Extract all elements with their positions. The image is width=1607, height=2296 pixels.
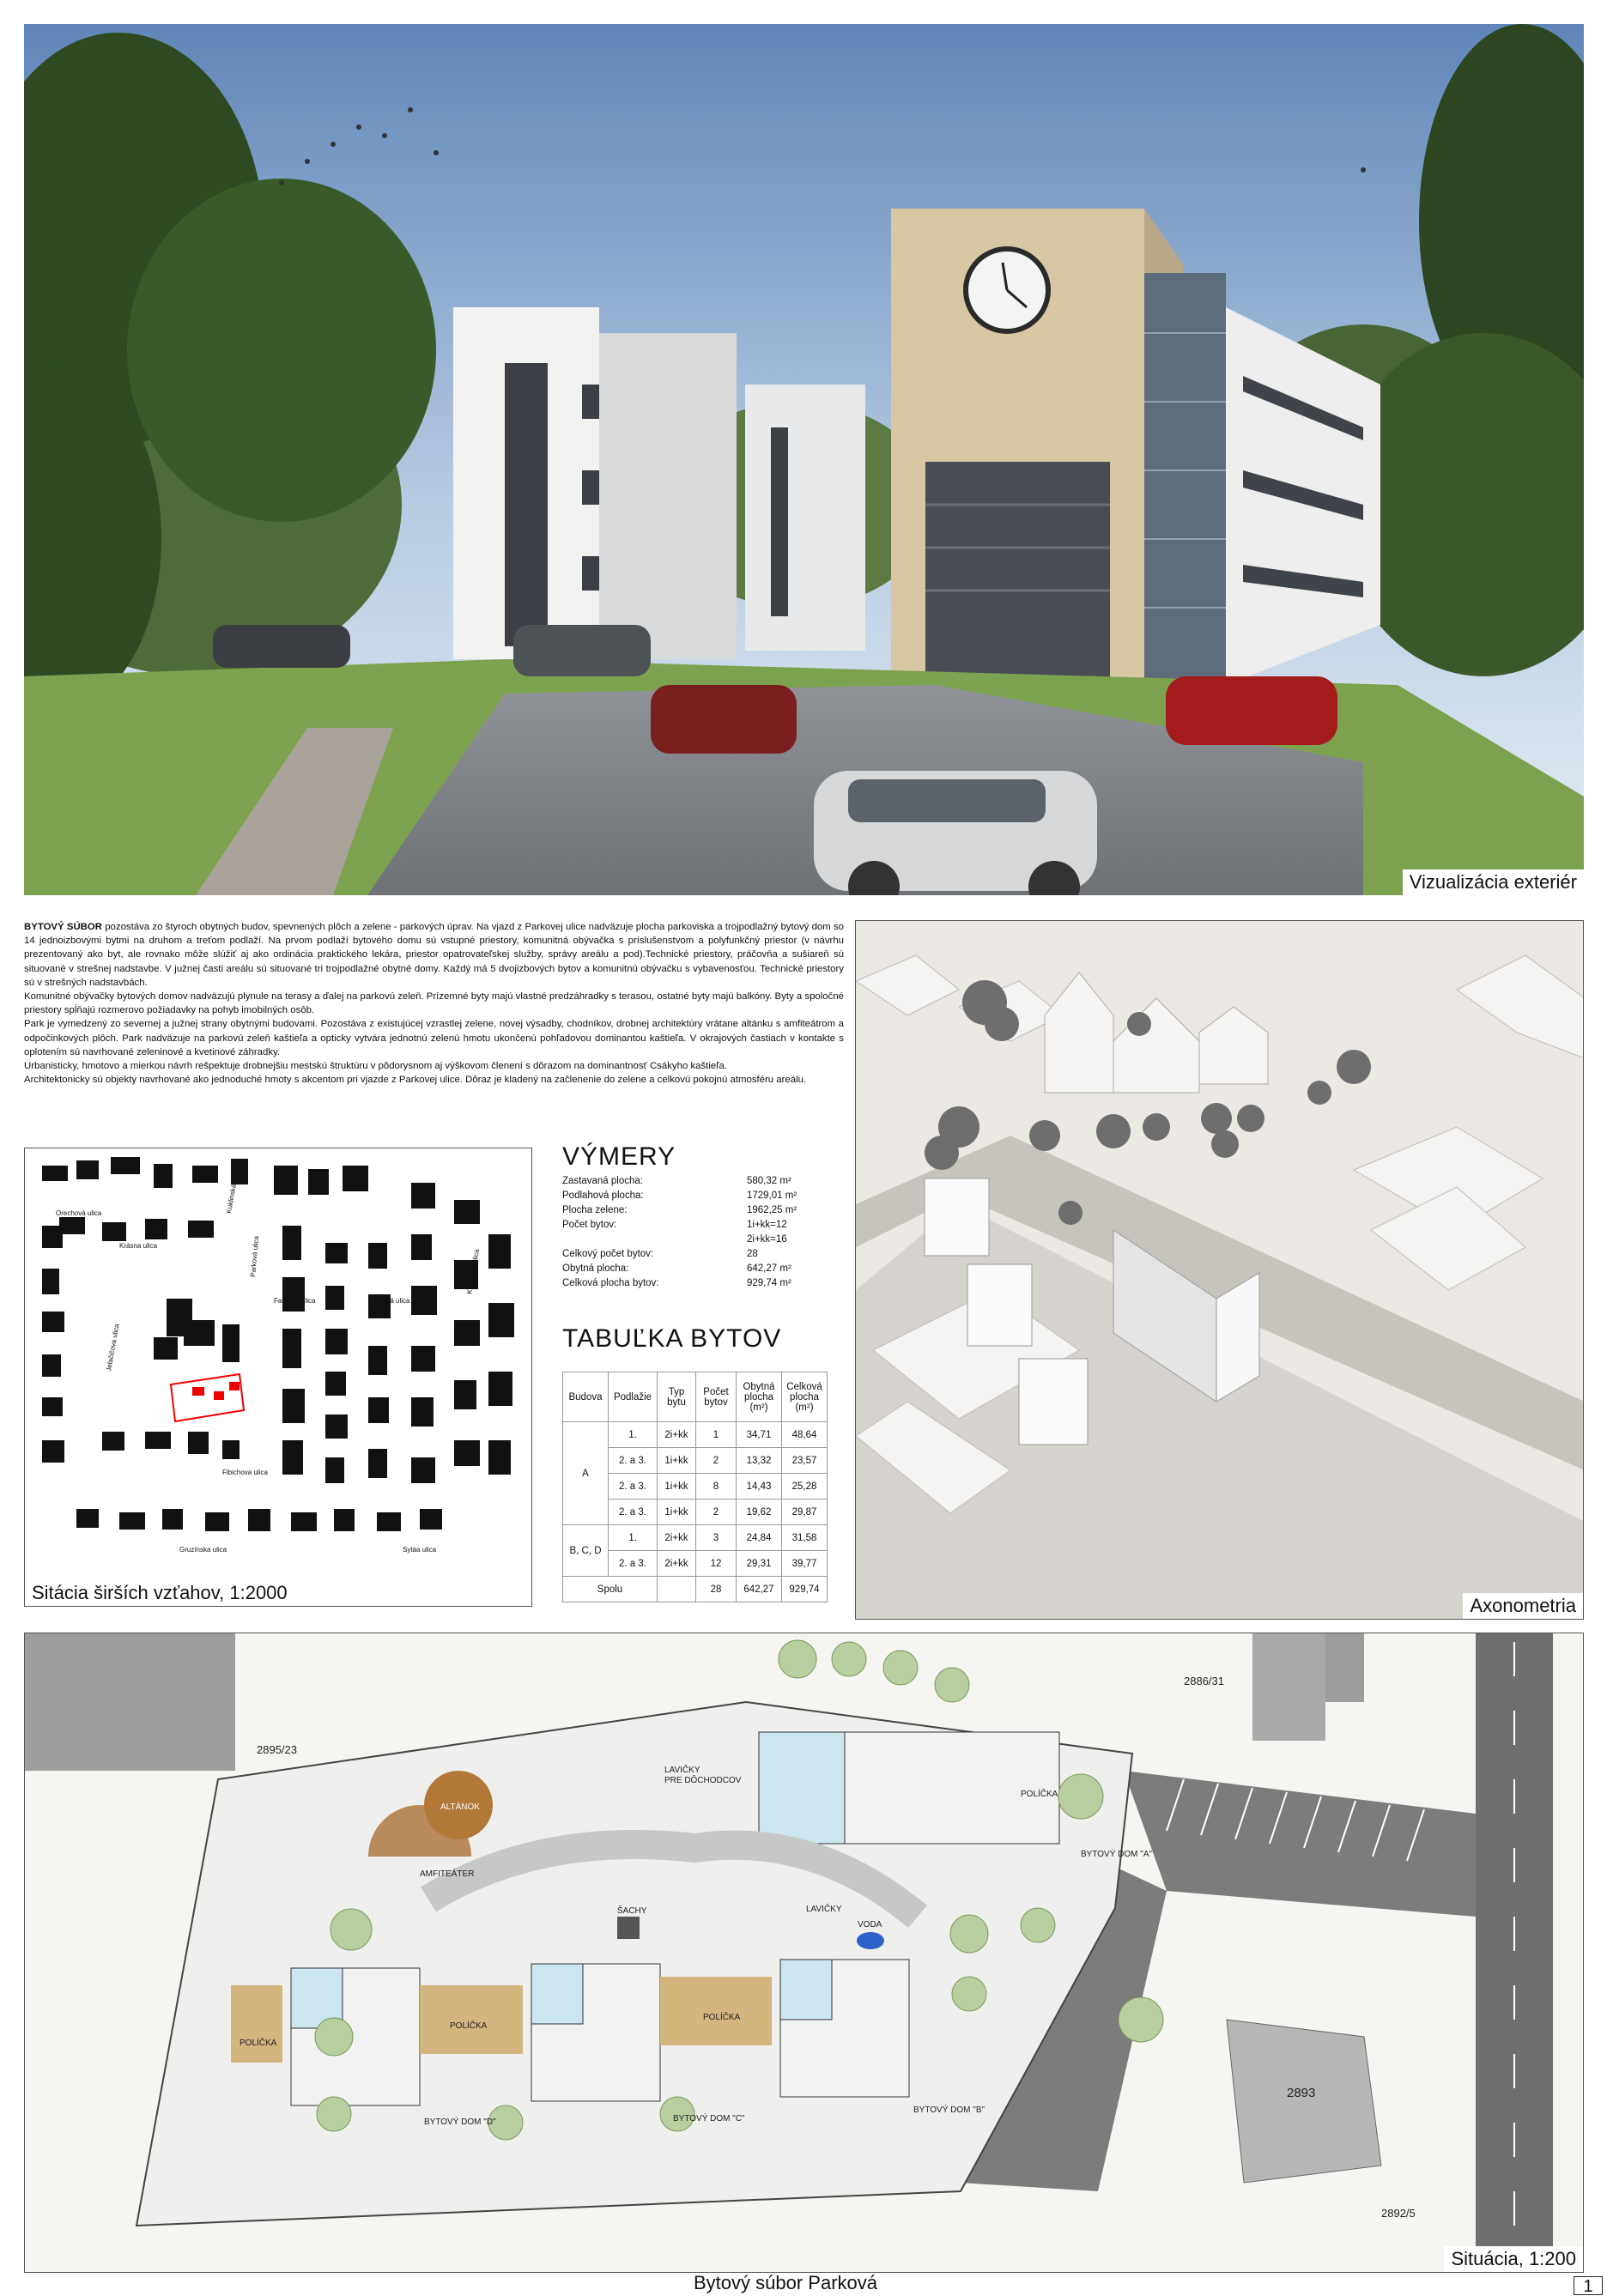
table-cell: 31,58 — [782, 1525, 828, 1551]
table-group-bcd: B, C, D — [563, 1525, 609, 1577]
label-garden-3: POLÍČKA — [703, 2013, 741, 2022]
table-total-area: 929,74 — [782, 1577, 828, 1602]
table-header: Typ bytu — [658, 1372, 696, 1422]
table-total-living: 642,27 — [737, 1577, 782, 1602]
label-amphitheater: AMFITEÁTER — [420, 1869, 475, 1879]
area-label: Obytná plocha: — [562, 1263, 629, 1274]
area-value: 2i+kk=16 — [747, 1234, 787, 1245]
label-benches: LAVIČKY — [806, 1905, 842, 1914]
axonometry-drawing — [856, 921, 1584, 1620]
table-cell: 1 — [696, 1422, 737, 1448]
street-label-2: Kuklinská ulica — [225, 1167, 241, 1215]
area-label: Počet bytov: — [562, 1220, 617, 1230]
page-number: 1 — [1574, 2276, 1603, 2295]
table-cell: 12 — [696, 1551, 737, 1577]
table-cell: 2i+kk — [658, 1551, 696, 1577]
street-label-9: Fibichova ulica — [222, 1469, 268, 1476]
street-label-3: Krásna ulica — [119, 1242, 158, 1250]
description-paragraph-5: Architektonicky sú objekty navrhované ako jednoduché hmoty s akcentom pri vjazde z Parkovej ulice. Dôraz je kladený na začlenenie do zelene a celkovú pokojnú atmosféru areálu. — [24, 1075, 807, 1086]
table-cell: 29,31 — [737, 1551, 782, 1577]
label-building-b: BYTOVÝ DOM "B" — [913, 2105, 985, 2115]
table-cell: 2 — [696, 1499, 737, 1525]
area-label: Zastavaná plocha: — [562, 1176, 643, 1186]
apartments-table — [562, 1372, 828, 1602]
label-benches-top-2: PRE DÔCHODCOV — [664, 1776, 742, 1785]
areas-title: VÝMERY — [562, 1142, 676, 1171]
street-label-8: Jelačičova ulica — [105, 1323, 121, 1372]
site-plan-drawing — [25, 1633, 1584, 2273]
street-label-7: Kuklinská ulica — [465, 1248, 482, 1295]
table-cell: 2. a 3. — [609, 1448, 658, 1474]
table-total-label: Spolu — [563, 1577, 658, 1602]
parcel-number-2: 2886/31 — [1184, 1675, 1224, 1687]
label-building-a: BYTOVÝ DOM "A" — [1081, 1850, 1153, 1859]
parcel-number-4: 2892/5 — [1381, 2207, 1416, 2220]
street-label-1: Orechová ulica — [56, 1209, 102, 1217]
axonometry-panel — [855, 920, 1584, 1620]
table-cell: 1. — [609, 1422, 658, 1448]
table-header: Podlažie — [609, 1372, 658, 1422]
table-header: Celková plocha (m²) — [782, 1372, 828, 1422]
table-cell: 14,43 — [737, 1474, 782, 1499]
area-value: 642,27 m² — [747, 1263, 791, 1274]
label-benches-top: LAVIČKY — [664, 1766, 700, 1775]
street-label-5: Farebná ulica — [274, 1297, 316, 1305]
table-cell: 24,84 — [737, 1525, 782, 1551]
table-cell: 48,64 — [782, 1422, 828, 1448]
label-garden-2: POLÍČKA — [450, 2021, 488, 2031]
table-cell: 2. a 3. — [609, 1551, 658, 1577]
area-value: 1729,01 m² — [747, 1190, 797, 1201]
table-cell: 29,87 — [782, 1499, 828, 1525]
area-value: 929,74 m² — [747, 1278, 791, 1288]
area-label: Celková plocha bytov: — [562, 1278, 659, 1288]
description-paragraph-1: pozostáva zo štyroch obytných budov, spevnených plôch a zelene - parkových úprav. Na vjazd z Parkovej ulice nadväzuje plocha parkoviska a trojpodlažný bytový dom so 14 jednoizbovými bytmi na druhom a treťom podlaží. Na prvom podlaží bytového domu sú vstupné priestory, komunitná obývačka s príslušenstvom a polyfunkčný priestor (v návrhu prezentovaný ako byt, ale rovnako môže slúžiť aj ako ordinácia praktického lekára, priestor opatrovateľskej služby, správy areálu a pod).Technické priestory, práčovňa a sušiareň sú situované v strešnej nadstavbe. V južnej časti areálu sú situované tri trojpodlažné obytné domy. Každý má 5 dvojizbových bytov a komunitnú obývačku s vybavenosťou. Technické priestory sú v strešných nadstavbách. — [24, 922, 844, 988]
table-cell: 2 — [696, 1448, 737, 1474]
site-plan — [24, 1633, 1584, 2273]
label-gazebo: ALTÁNOK — [440, 1802, 480, 1812]
description-paragraph-3: Park je vymedzený zo severnej a južnej strany obytnými budovami. Pozostáva z existujúcej vzrastlej zelene, novej výsadby, chodníkov, drobnej architektúry vrátane altánku s amfiteátrom a odpočinkových plôch. Park nadväzuje na parkovú zeleň kaštieľa a opticky vytvára jednotnú zelenú hmotu ukončenú pohľadovou dominantou kaštieľa. V okrajových častiach v kontakte s oplotením sú navrhované zeleninové a kvetinové záhradky. — [24, 1019, 844, 1057]
parcel-number-3: 2893 — [1287, 2086, 1316, 2100]
street-label-6: Farebná ulica — [368, 1297, 410, 1305]
apartments-table-title: TABUĽKA BYTOV — [562, 1324, 782, 1353]
table-cell: 2. a 3. — [609, 1474, 658, 1499]
parcel-number-1: 2895/23 — [257, 1743, 297, 1756]
site-plan-caption: Situácia, 1:200 — [1444, 2246, 1583, 2272]
exterior-visualization — [24, 24, 1584, 895]
area-value: 580,32 m² — [747, 1176, 791, 1186]
board-title: Bytový súbor Parková — [694, 2272, 877, 2293]
table-cell: 19,62 — [737, 1499, 782, 1525]
context-map-drawing — [25, 1148, 532, 1607]
table-header: Budova — [563, 1372, 609, 1422]
render-caption: Vizualizácia exteriér — [1403, 869, 1584, 895]
table-header: Počet bytov — [696, 1372, 737, 1422]
label-garden-4: POLÍČKA — [1021, 1790, 1058, 1799]
area-value: 28 — [747, 1249, 758, 1259]
table-cell: 1i+kk — [658, 1448, 696, 1474]
table-group-a: A — [563, 1422, 609, 1525]
label-building-c: BYTOVÝ DOM "C" — [673, 2114, 745, 2123]
area-value: 1962,25 m² — [747, 1205, 797, 1215]
description-lead: BYTOVÝ SÚBOR — [24, 922, 102, 932]
street-label-4: Parková ulica — [249, 1235, 261, 1278]
label-chess: ŠACHY — [617, 1906, 647, 1916]
table-cell: 2i+kk — [658, 1422, 696, 1448]
table-cell: 34,71 — [737, 1422, 782, 1448]
table-cell: 39,77 — [782, 1551, 828, 1577]
label-building-d: BYTOVÝ DOM "D" — [424, 2117, 496, 2127]
table-cell: 13,32 — [737, 1448, 782, 1474]
table-header: Obytná plocha (m²) — [737, 1372, 782, 1422]
table-cell: 1i+kk — [658, 1499, 696, 1525]
area-label: Plocha zelene: — [562, 1205, 628, 1215]
table-cell: 23,57 — [782, 1448, 828, 1474]
table-cell: 25,28 — [782, 1474, 828, 1499]
table-cell: 2i+kk — [658, 1525, 696, 1551]
description-paragraph-2: Komunitné obývačky bytových domov nadväzujú plynule na terasy a ďalej na parkovú zeleň. Prízemné byty majú vlastné predzáhradky s terasou, ostatné byty majú balkóny. Byty a spoločné priestory spĺňajú rozmerovo požiadavky na pohyb imobilných osôb. — [24, 991, 844, 1016]
table-cell: 2. a 3. — [609, 1499, 658, 1525]
table-cell: 1. — [609, 1525, 658, 1551]
area-label: Celkový počet bytov: — [562, 1249, 654, 1259]
project-description — [24, 920, 844, 1135]
description-paragraph-4: Urbanisticky, hmotovo a mierkou návrh rešpektuje drobnejšiu mestskú štruktúru v pôdorysnom aj výškovom členení s dôrazom na dominantnosť Csákyho kaštieľa. — [24, 1061, 728, 1072]
table-cell: 8 — [696, 1474, 737, 1499]
street-label-10: Gruzínska ulica — [179, 1546, 227, 1554]
table-cell: 3 — [696, 1525, 737, 1551]
label-water: VODA — [858, 1920, 882, 1929]
table-total-count: 28 — [696, 1577, 737, 1602]
context-map-caption: Sitácia širších vzťahov, 1:2000 — [25, 1580, 294, 1606]
street-label-11: Sytáa ulica — [403, 1546, 437, 1554]
table-cell: 1i+kk — [658, 1474, 696, 1499]
exterior-render-image — [24, 24, 1584, 895]
context-map — [24, 1148, 532, 1607]
label-garden-1: POLÍČKA — [240, 2039, 277, 2048]
area-label: Podlahová plocha: — [562, 1190, 644, 1201]
axonometry-caption: Axonometria — [1463, 1593, 1583, 1619]
area-value: 1i+kk=12 — [747, 1220, 787, 1230]
